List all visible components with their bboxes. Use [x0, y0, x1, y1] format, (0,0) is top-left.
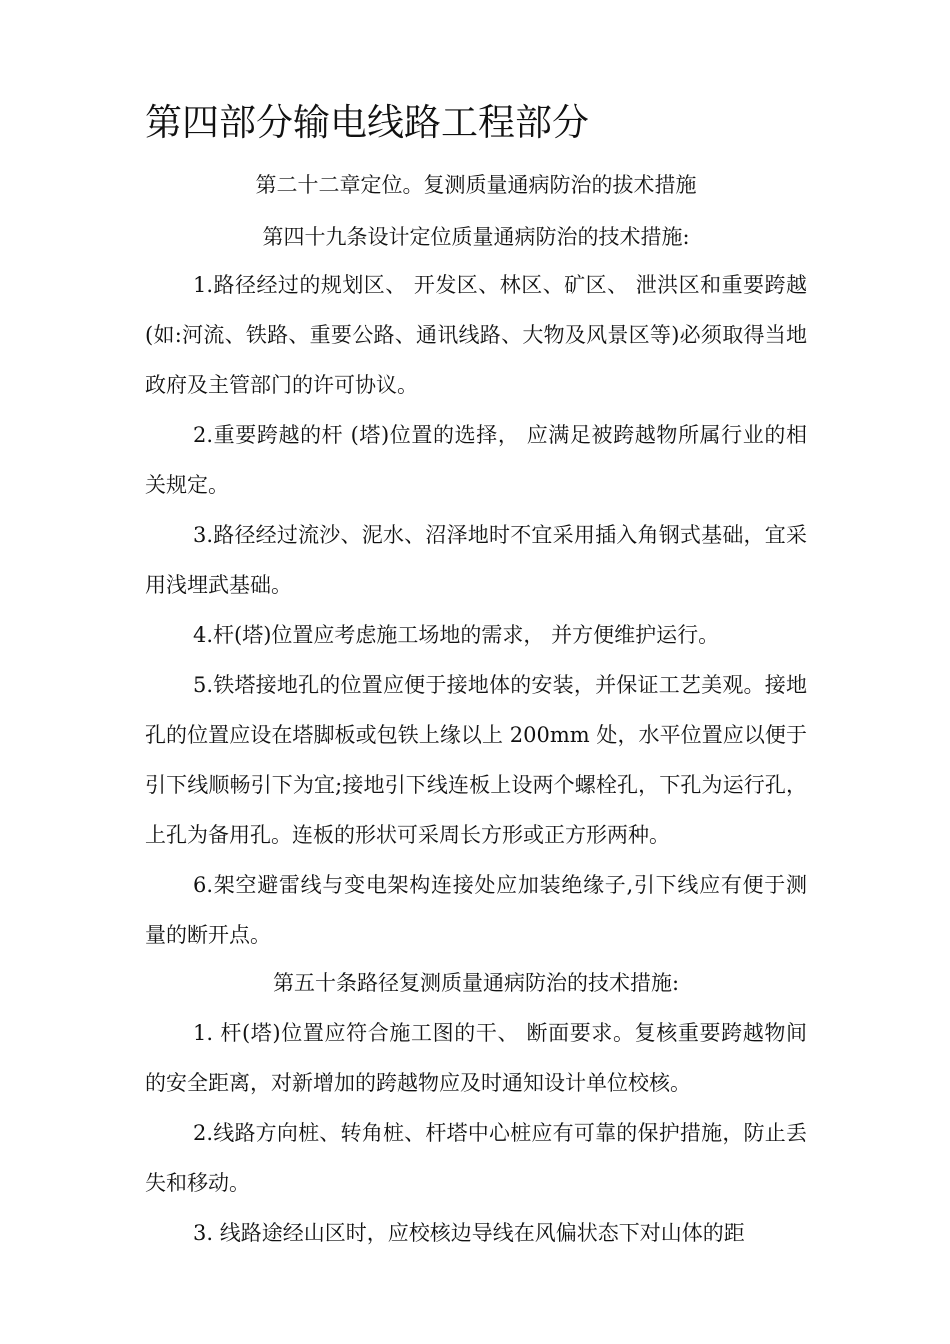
article-49-item-6: 6.架空避雷线与变电架构连接处应加装绝缘子,引下线应有便于测量的断开点。: [145, 873, 807, 947]
article-50-item-3: 3. 线路途经山区时，应校核边导线在风偏状态下对山体的距: [193, 1221, 745, 1245]
article-49-item-2: 2.重要跨越的杆 (塔)位置的选择， 应满足被跨越物所属行业的相关规定。: [145, 423, 807, 497]
chapter-heading: 第二十二章定位。复测质量通病防治的拔术措施: [255, 173, 697, 197]
article-49-item-1: 1.路径经过的规划区、 开发区、林区、矿区、 泄洪区和重要跨越(如:河流、铁路、重要公路、通讯线路、大物及风景区等)必须取得当地政府及主管部门的许可协议。: [145, 273, 807, 397]
article-50-item-1: 1. 杆(塔)位置应符合施工图的干、 断面要求。复核重要跨越物间的安全距离，对新增加的跨越物应及时通知设计单位校核。: [145, 1021, 807, 1095]
article-50-item-2: 2.线路方向桩、转角桩、杆塔中心桩应有可靠的保护措施，防止丢失和移动。: [145, 1121, 807, 1195]
article-49-item-3: 3.路径经过流沙、泥水、沼泽地时不宜采用插入角钢式基础，宜采用浅埋武基础。: [145, 523, 807, 597]
article-49-item-4: 4.杆(塔)位置应考虑施工场地的需求， 并方便维护运行。: [193, 623, 720, 647]
article-50-heading: 第五十条路径复测质量通病防治的技术措施:: [272, 971, 680, 995]
page-title: 第四部分输电线路工程部分: [145, 101, 589, 144]
article-49-heading: 第四十九条设计定位质量通病防治的技术措施:: [262, 225, 690, 249]
article-49-item-5: 5.铁塔接地孔的位置应便于接地体的安装，并保证工艺美观。接地孔的位置应设在塔脚板或包铁上缘以上 200mm 处，水平位置应以便于引下线顺畅引下为宜;接地引下线连板上设两个螺栓孔，下孔为运行孔，上孔为备用孔。连板的形状可采周长方形或正方形两种。: [145, 673, 807, 847]
